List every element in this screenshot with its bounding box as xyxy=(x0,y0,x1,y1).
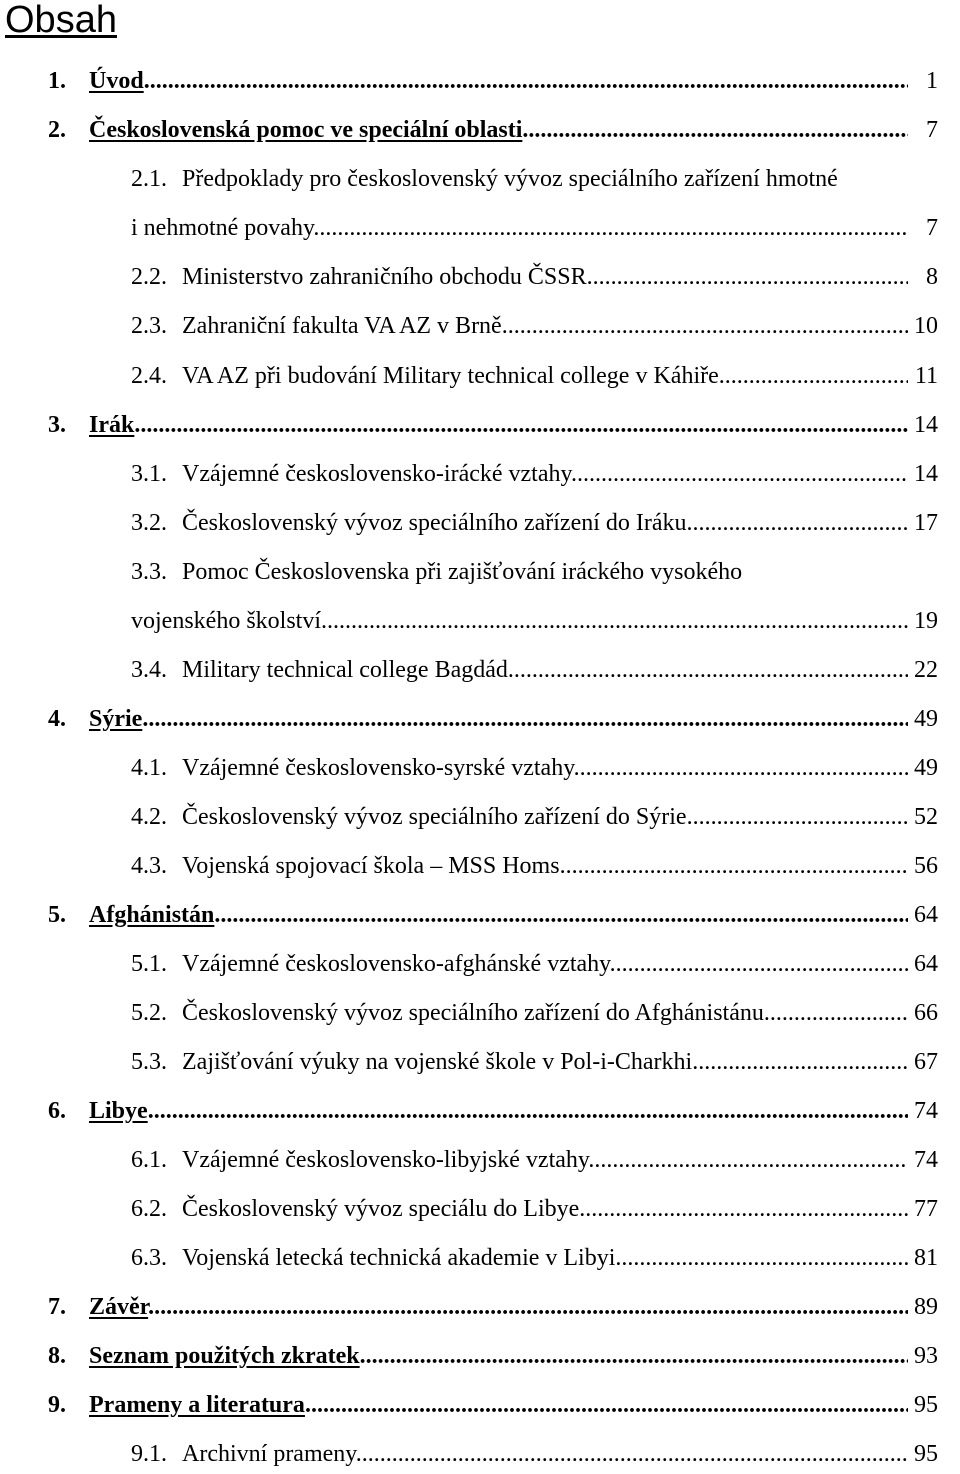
toc-entry[interactable] xyxy=(0,161,960,197)
toc-entry-label: Úvod xyxy=(89,68,144,94)
toc-entry-page: 89 xyxy=(914,1294,938,1320)
toc-entry-number: 2.2. xyxy=(131,264,167,290)
toc-entry[interactable] xyxy=(0,456,960,492)
toc-entry-number: 6.3. xyxy=(131,1245,167,1271)
toc-entry-page: 19 xyxy=(914,608,938,634)
toc-entry-label: Vzájemné československo-libyjské vztahy xyxy=(182,1147,589,1173)
toc-entry-page: 64 xyxy=(914,902,938,928)
toc-entry[interactable] xyxy=(0,308,960,344)
toc-entry-title xyxy=(182,799,908,835)
toc-entry[interactable] xyxy=(0,1093,960,1129)
toc-entry[interactable] xyxy=(0,946,960,982)
toc-entry-title xyxy=(89,1387,908,1423)
toc-entry-number: 2.1. xyxy=(131,166,167,192)
toc-entry-label: Seznam použitých zkratek xyxy=(89,1343,360,1369)
toc-entry[interactable] xyxy=(0,1338,960,1374)
toc-entry-label: Vojenská letecká technická akademie v Libyi xyxy=(182,1245,616,1271)
toc-entry-label: Irák xyxy=(89,412,135,438)
toc-entry-page: 56 xyxy=(914,853,938,879)
toc-entry-title xyxy=(89,1093,908,1129)
toc-entry-page: 14 xyxy=(914,412,938,438)
toc-entry[interactable] xyxy=(0,1044,960,1080)
toc-entry-label: Československý vývoz speciálního zařízení do Iráku xyxy=(182,510,687,536)
toc-entry[interactable] xyxy=(0,1240,960,1276)
toc-entry-page: 77 xyxy=(914,1196,938,1222)
toc-entry-label: Pomoc Československa při zajišťování iráckého vysokého xyxy=(182,559,743,585)
toc-entry-title-continued xyxy=(131,603,908,639)
toc-entry-label: Afghánistán xyxy=(89,902,215,928)
toc-entry[interactable] xyxy=(0,652,960,688)
toc-entry-label: Zajišťování výuky na vojenské škole v Pol-i-Charkhi xyxy=(182,1049,693,1075)
toc-entry-page: 7 xyxy=(926,215,938,241)
toc-entry[interactable] xyxy=(0,1142,960,1178)
toc-entry-number: 6. xyxy=(48,1098,66,1124)
toc-entry-title xyxy=(182,1044,908,1080)
toc-entry-label: Vzájemné československo-syrské vztahy xyxy=(182,755,574,781)
toc-entry-title xyxy=(182,848,908,884)
toc-entry[interactable] xyxy=(0,848,960,884)
toc-entry[interactable] xyxy=(0,1289,960,1325)
toc-entry-page: 11 xyxy=(914,363,938,389)
toc-entry-label: Libye xyxy=(89,1098,148,1124)
toc-entry-page: 22 xyxy=(914,657,938,683)
toc-entry-number: 4.2. xyxy=(131,804,167,830)
toc-entry-number: 2.4. xyxy=(131,363,167,389)
toc-entry-page: 49 xyxy=(914,755,938,781)
toc-entry[interactable] xyxy=(0,112,960,148)
toc-entry-number: 3.4. xyxy=(131,657,167,683)
toc-entry[interactable] xyxy=(0,1387,960,1423)
toc-entry[interactable] xyxy=(0,995,960,1031)
toc-entry-title xyxy=(182,505,908,541)
toc-entry-title xyxy=(89,1338,908,1374)
toc-entry-number: 5.2. xyxy=(131,1000,167,1026)
toc-entry-number: 1. xyxy=(48,68,66,94)
toc-entry-page: 74 xyxy=(914,1147,938,1173)
toc-entry-title xyxy=(89,701,908,737)
toc-entry-title xyxy=(182,308,908,344)
toc-entry-label: Vzájemné československo-irácké vztahy xyxy=(182,461,571,487)
toc-entry-page: 7 xyxy=(926,117,938,143)
toc-entry[interactable] xyxy=(0,210,960,246)
toc-entry-label: Československý vývoz speciálu do Libye xyxy=(182,1196,580,1222)
toc-entry-number: 7. xyxy=(48,1294,66,1320)
toc-entry-number: 2.3. xyxy=(131,313,167,339)
toc-entry-label-continued: vojenského školství xyxy=(131,608,321,634)
toc-entry-label: Československá pomoc ve speciální oblasti xyxy=(89,117,523,143)
toc-entry-number: 4.3. xyxy=(131,853,167,879)
toc-entry-number: 5.1. xyxy=(131,951,167,977)
toc-entry-title xyxy=(89,897,908,933)
toc-entry-number: 4. xyxy=(48,706,66,732)
toc-entry-label: Ministerstvo zahraničního obchodu ČSSR xyxy=(182,264,587,290)
toc-entry-page: 67 xyxy=(914,1049,938,1075)
toc-entry-title xyxy=(89,1289,908,1325)
toc-entry-label: Československý vývoz speciálního zařízení do Afghánistánu xyxy=(182,1000,764,1026)
toc-entry-title xyxy=(89,112,908,148)
toc-entry-page: 17 xyxy=(914,510,938,536)
toc-entry-label: Prameny a literatura xyxy=(89,1392,305,1418)
toc-entry-number: 4.1. xyxy=(131,755,167,781)
toc-entry[interactable] xyxy=(0,407,960,443)
toc-entry-title xyxy=(182,456,908,492)
toc-entry-title xyxy=(182,750,908,786)
toc-entry-page: 64 xyxy=(914,951,938,977)
toc-entry-label: Archivní prameny xyxy=(182,1441,356,1467)
toc-entry-page: 93 xyxy=(914,1343,938,1369)
toc-entry-number: 9.1. xyxy=(131,1441,167,1467)
toc-entry[interactable] xyxy=(0,63,960,99)
toc-entry-label: Vojenská spojovací škola – MSS Homs xyxy=(182,853,560,879)
toc-entry-label: Předpoklady pro československý vývoz speciálního zařízení hmotné xyxy=(182,166,838,192)
toc-entry-title xyxy=(89,407,908,443)
toc-entry-number: 2. xyxy=(48,117,66,143)
toc-entry-title-continued xyxy=(131,210,908,246)
toc-entry-label: Závěr xyxy=(89,1294,149,1320)
toc-entry[interactable] xyxy=(0,259,960,295)
toc-entry-page: 8 xyxy=(926,264,938,290)
toc-entry-label: Sýrie xyxy=(89,706,143,732)
toc-entry-page: 14 xyxy=(914,461,938,487)
toc-entry-title xyxy=(182,1142,908,1178)
toc-entry-label: VA AZ při budování Military technical college v Káhiře xyxy=(182,363,719,389)
toc-entry-number: 3.3. xyxy=(131,559,167,585)
toc-entry-title xyxy=(182,652,908,688)
toc-entry-number: 5.3. xyxy=(131,1049,167,1075)
toc-entry-number: 3. xyxy=(48,412,66,438)
toc-entry-label: Vzájemné československo-afghánské vztahy xyxy=(182,951,610,977)
toc-entry[interactable] xyxy=(0,750,960,786)
toc-entry-label-continued: i nehmotné povahy xyxy=(131,215,314,241)
toc-entry-title xyxy=(182,358,908,394)
toc-entry[interactable] xyxy=(0,1191,960,1227)
toc-entry-page: 95 xyxy=(914,1392,938,1418)
toc-entry-number: 3.1. xyxy=(131,461,167,487)
toc-entry[interactable] xyxy=(0,554,960,590)
toc-entry-page: 74 xyxy=(914,1098,938,1124)
toc-entry[interactable] xyxy=(0,1436,960,1472)
toc-entry-page: 49 xyxy=(914,706,938,732)
toc-entry-title xyxy=(182,1191,908,1227)
toc-entry-number: 6.2. xyxy=(131,1196,167,1222)
toc-entry-page: 52 xyxy=(914,804,938,830)
toc-entry-label: Military technical college Bagdád xyxy=(182,657,508,683)
toc-entry-title xyxy=(89,63,908,99)
toc-entry-label: Zahraniční fakulta VA AZ v Brně xyxy=(182,313,502,339)
toc-entry-number: 3.2. xyxy=(131,510,167,536)
toc-entry-number: 6.1. xyxy=(131,1147,167,1173)
toc-entry-page: 95 xyxy=(914,1441,938,1467)
page-title: Obsah xyxy=(5,0,117,41)
toc-entry-title xyxy=(182,259,908,295)
toc-entry-number: 9. xyxy=(48,1392,66,1418)
toc-entry-title xyxy=(182,1240,908,1276)
toc-entry[interactable] xyxy=(0,603,960,639)
toc-entry-page: 66 xyxy=(914,1000,938,1026)
toc-entry-label: Československý vývoz speciálního zařízení do Sýrie xyxy=(182,804,687,830)
toc-entry-title xyxy=(182,995,908,1031)
toc-entry[interactable] xyxy=(0,701,960,737)
toc-entry-page: 1 xyxy=(926,68,938,94)
toc-entry-title xyxy=(182,946,908,982)
toc-entry[interactable] xyxy=(0,897,960,933)
toc-entry[interactable] xyxy=(0,799,960,835)
toc-entry-page: 10 xyxy=(914,313,938,339)
toc-entry-title xyxy=(182,1436,908,1472)
toc-entry[interactable] xyxy=(0,505,960,541)
toc-entry-number: 8. xyxy=(48,1343,66,1369)
toc-entry-number: 5. xyxy=(48,902,66,928)
toc-entry-page: 81 xyxy=(914,1245,938,1271)
toc-entry[interactable] xyxy=(0,358,960,394)
